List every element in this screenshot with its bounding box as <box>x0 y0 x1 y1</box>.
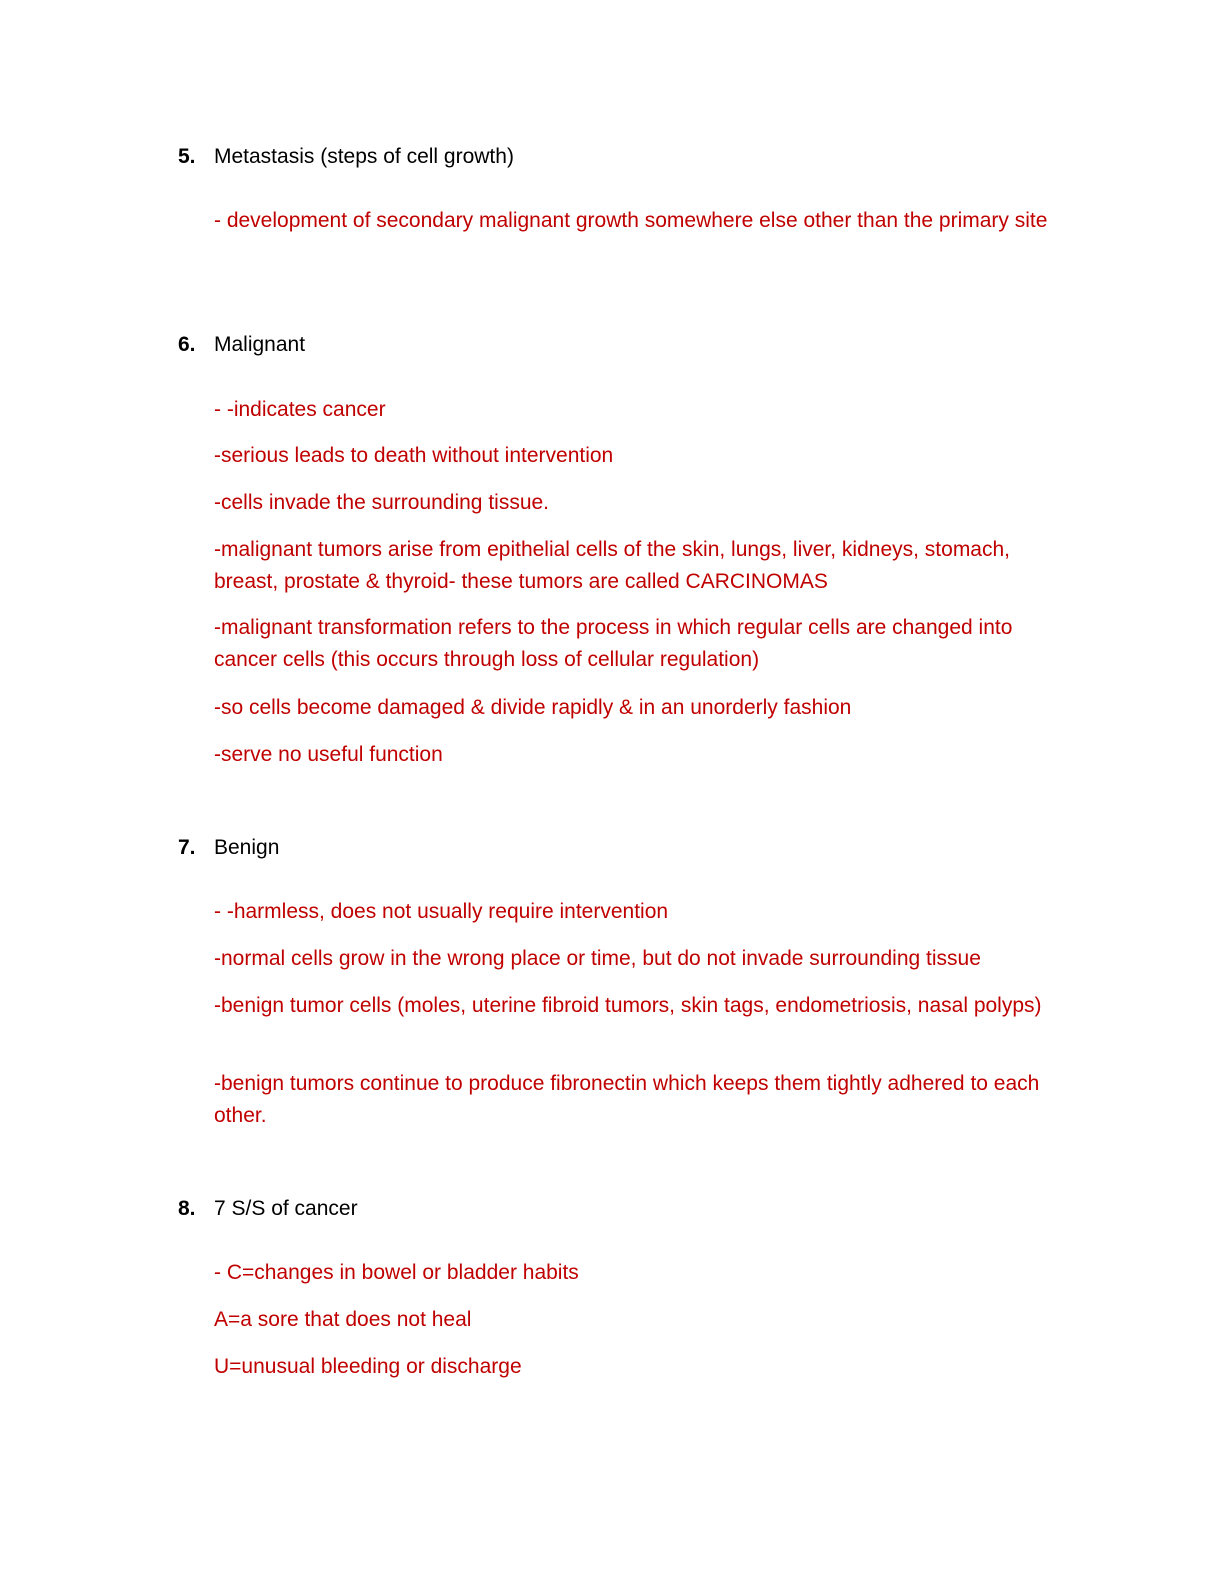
answer-line: A=a sore that does not heal <box>214 1308 472 1331</box>
question-number: 8. <box>178 1197 196 1220</box>
answer-line: U=unusual bleeding or discharge <box>214 1355 522 1378</box>
answer-line: -benign tumor cells (moles, uterine fibroid tumors, skin tags, endometriosis, nasal polyps) <box>214 994 1042 1017</box>
answer-line: - -harmless, does not usually require intervention <box>214 900 669 923</box>
question-number: 5. <box>178 145 196 168</box>
answer-line: -serious leads to death without intervention <box>214 444 614 467</box>
question-title: Benign <box>214 836 280 859</box>
answer-line: -malignant tumors arise from epithelial cells of the skin, lungs, liver, kidneys, stomach, breast, prostate & thyroid- these tumors are called CARCINOMAS <box>214 538 1011 593</box>
answer-line: -cells invade the surrounding tissue. <box>214 491 550 514</box>
question-number: 6. <box>178 333 196 356</box>
answer-line: - C=changes in bowel or bladder habits <box>214 1261 579 1284</box>
question-number: 7. <box>178 836 196 859</box>
answer-line: -malignant transformation refers to the process in which regular cells are changed into cancer cells (this occurs through loss of cellular regulation) <box>214 616 1013 671</box>
question-title: Malignant <box>214 333 306 356</box>
answer-line: - -indicates cancer <box>214 398 386 421</box>
answer-line: -serve no useful function <box>214 743 443 766</box>
answer-line: - development of secondary malignant growth somewhere else other than the primary site <box>214 209 1048 232</box>
answer-line: -benign tumors continue to produce fibronectin which keeps them tightly adhered to each other. <box>214 1072 1040 1127</box>
question-title: Metastasis (steps of cell growth) <box>214 145 514 168</box>
answer-line: -so cells become damaged & divide rapidly & in an unorderly fashion <box>214 696 852 719</box>
question-title: 7 S/S of cancer <box>214 1197 358 1220</box>
answer-line: -normal cells grow in the wrong place or time, but do not invade surrounding tissue <box>214 947 981 970</box>
